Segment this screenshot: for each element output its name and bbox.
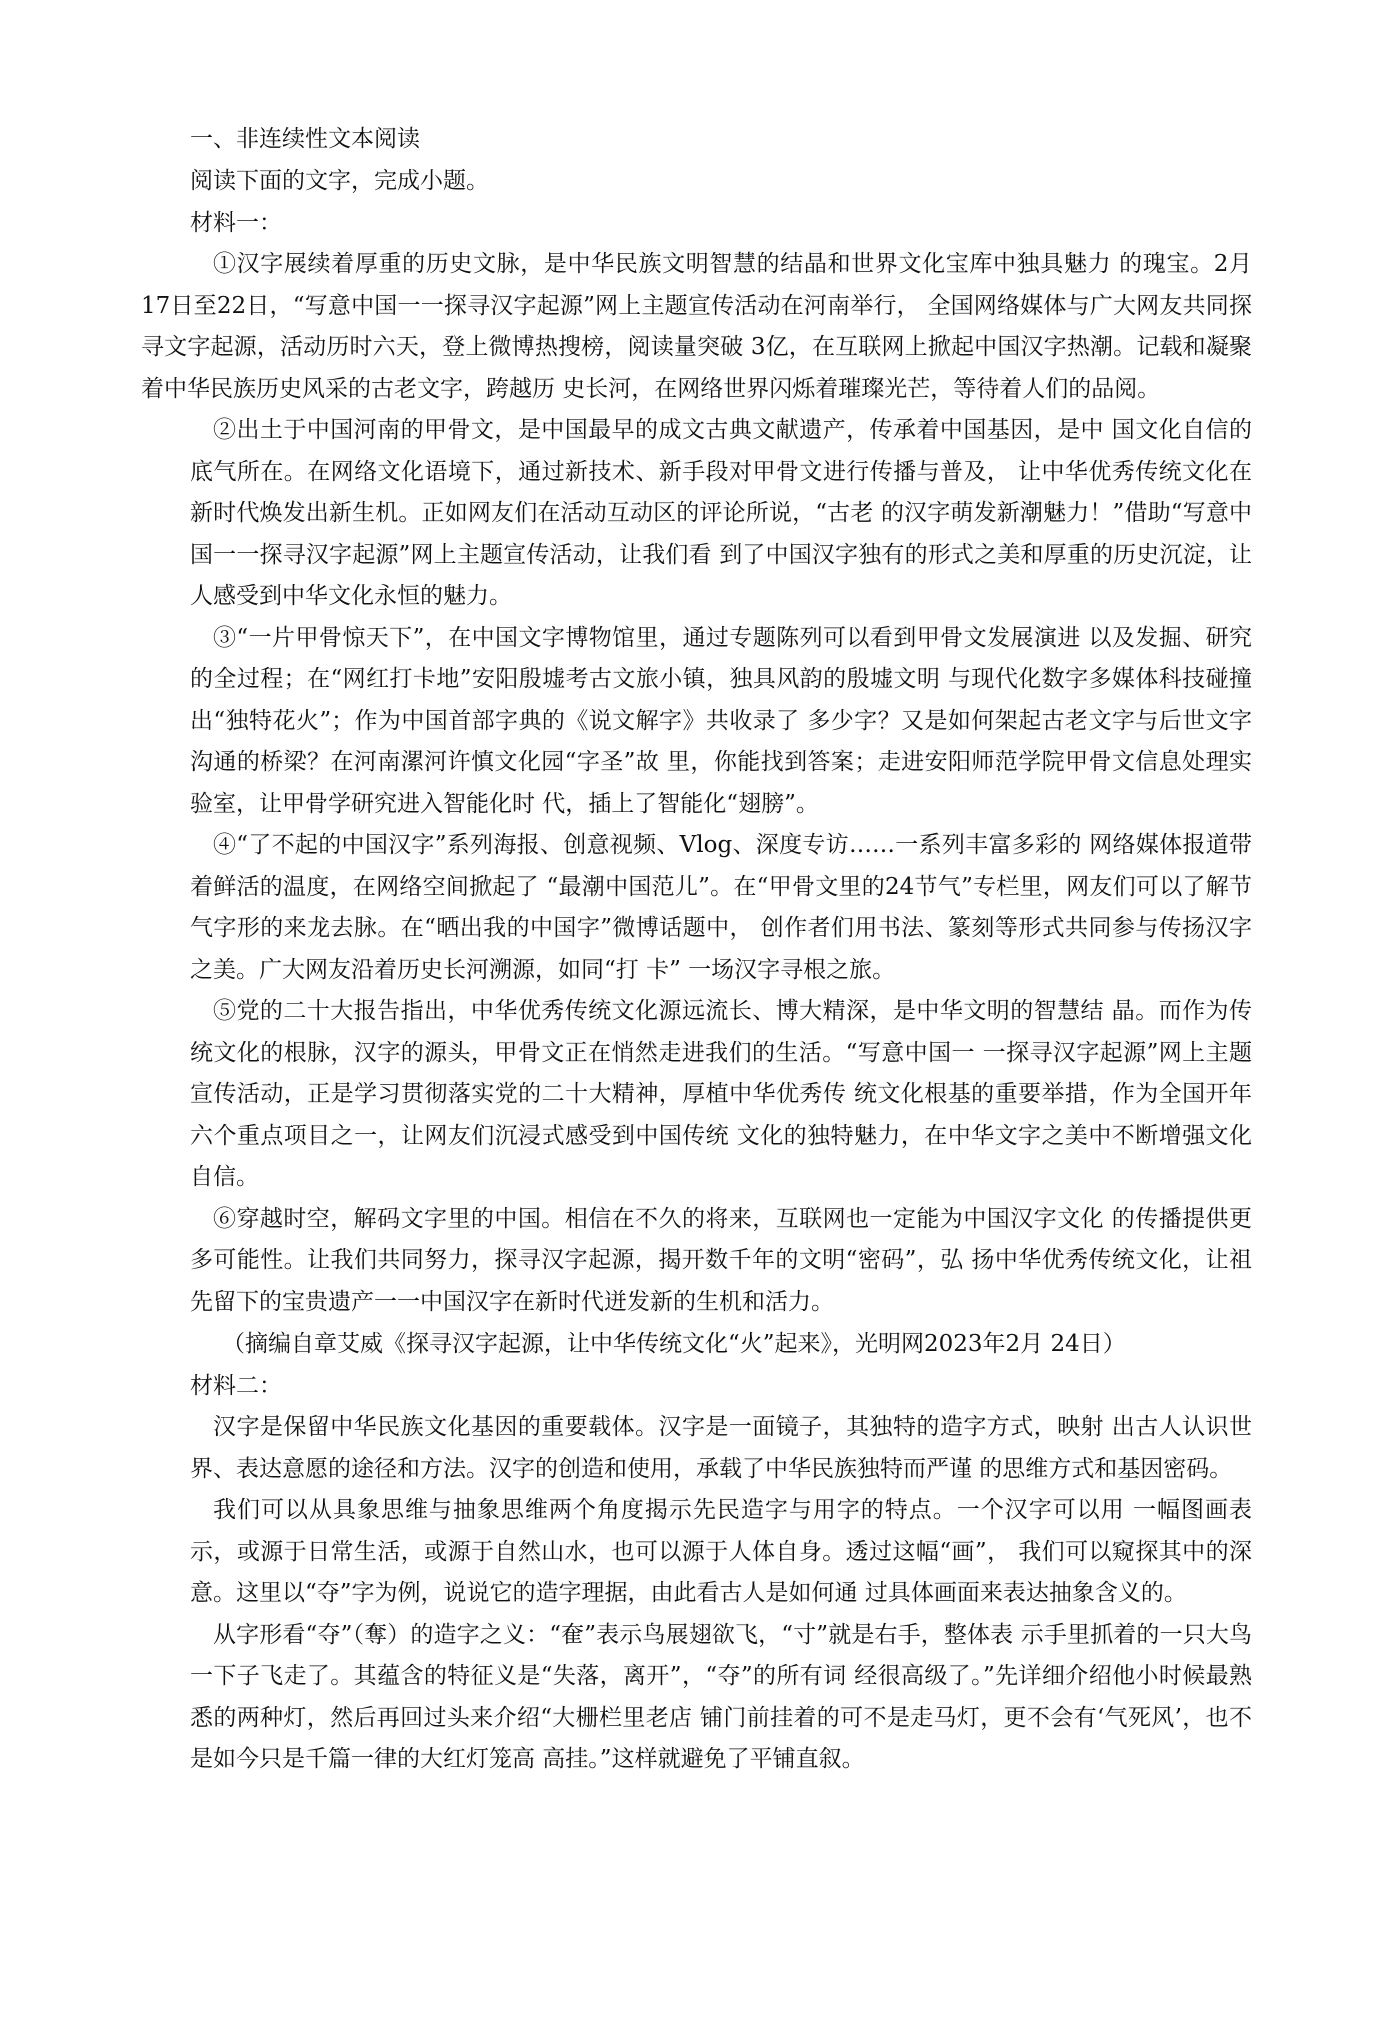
material1-paragraph: ⑥穿越时空，解码文字里的中国。相信在不久的将来，互联网也一定能为中国汉字文化 的传播提供更多可能性。让我们共同努力，探寻汉字起源，揭开数千年的文明“密码”，弘 扬中华优秀传统文化，让祖先留下的宝贵遗产一一中国汉字在新时代迸发新的生机和活力。	[190, 1205, 1252, 1315]
material2-paragraph: 我们可以从具象思维与抽象思维两个角度揭示先民造字与用字的特点。一个汉字可以用 一幅图画表示，或源于日常生活，或源于自然山水，也可以源于人体自身。透过这幅“画”， 我们可以窥探其中的深意。这里以“夺”字为例，说说它的造字理据，由此看古人是如何通 过具体画面来表达抽象含义的。	[190, 1497, 1252, 1606]
material1-paragraph: ①汉字展续着厚重的历史文脉，是中华民族文明智慧的结晶和世界文化宝库中独具魅力 的瑰宝。2月17日至22日，“写意中国一一探寻汉字起源”网上主题宣传活动在河南举行， 全国网络媒体与广大网友共同探寻文字起源，活动历时六天，登上微博热搜榜，阅读量突破 3亿，在互联网上掀起中国汉字热潮。记载和凝聚着中华民族历史风采的古老文字，跨越历 史长河，在网络世界闪烁着璀璨光芒，等待着人们的品阅。	[141, 251, 1252, 402]
material1-paragraph: ⑤党的二十大报告指出，中华优秀传统文化源远流长、博大精深，是中华文明的智慧结 晶。而作为传统文化的根脉，汉字的源头，甲骨文正在悄然走进我们的生活。“写意中国一 一探寻汉字起源”网上主题宣传活动，正是学习贯彻落实党的二十大精神，厚植中华优秀传 统文化根基的重要举措，作为全国开年六个重点项目之一，让网友们沉浸式感受到中国传统 文化的独特魅力，在中华文字之美中不断增强文化自信。	[190, 998, 1252, 1190]
material1-label: 材料一：	[190, 210, 282, 236]
instruction-text: 阅读下面的文字，完成小题。	[190, 168, 489, 194]
material1-paragraph: ④“了不起的中国汉字”系列海报、创意视频、Vlog、深度专访……一系列丰富多彩的 网络媒体报道带着鲜活的温度，在网络空间掀起了 “最潮中国范儿”。在“甲骨文里的24节气”专栏里，网友们可以了解节气字形的来龙去脉。在“晒出我的中国字”微博话题中， 创作者们用书法、篆刻等形式共同参与传扬汉字之美。广大网友沿着历史长河溯源，如同“打 卡” 一场汉字寻根之旅。	[190, 832, 1252, 983]
material1-paragraph: ③“一片甲骨惊天下”，在中国文字博物馆里，通过专题陈列可以看到甲骨文发展演进 以及发掘、研究的全过程；在“网红打卡地”安阳殷墟考古文旅小镇，独具风韵的殷墟文明 与现代化数字多媒体科技碰撞出“独特花火”；作为中国首部字典的《说文解字》共收录了 多少字？又是如何架起古老文字与后世文字沟通的桥梁？在河南漯河许慎文化园“字圣”故 里，你能找到答案；走进安阳师范学院甲骨文信息处理实验室，让甲骨学研究进入智能化时 代，插上了智能化“翅膀”。	[190, 624, 1252, 817]
material2-paragraph: 汉字是保留中华民族文化基因的重要载体。汉字是一面镜子，其独特的造字方式，映射 出古人认识世界、表达意愿的途径和方法。汉字的创造和使用，承载了中华民族独特而严谨 的思维方式和基因密码。	[190, 1414, 1252, 1482]
material2-paragraph: 从字形看“夺”（奪）的造字之义：“奞”表示鸟展翅欲飞，“寸”就是右手，整体表 示手里抓着的一只大鸟一下子飞走了。其蕴含的特征义是“失落，离开”，“夺”的所有词 经很高级了。”先详细介绍他小时候最熟悉的两种灯，然后再回过头来介绍“大栅栏里老店 铺门前挂着的可不是走马灯，更不会有‘气死风’，也不是如今只是千篇一律的大红灯笼高 高挂。”这样就避免了平铺直叙。	[190, 1621, 1252, 1772]
material2-label: 材料二：	[190, 1373, 282, 1399]
material1-source-citation: （摘编自章艾威《探寻汉字起源，让中华传统文化“火”起来》，光明网2023年2月 24日）	[222, 1331, 1126, 1357]
section-heading: 一、非连续性文本阅读	[190, 126, 420, 152]
material1-paragraph: ②出土于中国河南的甲骨文，是中国最早的成文古典文献遗产，传承着中国基因，是中 国文化自信的底气所在。在网络文化语境下，通过新技术、新手段对甲骨文进行传播与普及， 让中华优秀传统文化在新时代焕发出新生机。正如网友们在活动互动区的评论所说，“古老 的汉字萌发新潮魅力！”借助“写意中国一一探寻汉字起源”网上主题宣传活动，让我们看 到了中国汉字独有的形式之美和厚重的历史沉淀，让人感受到中华文化永恒的魅力。	[190, 417, 1252, 609]
